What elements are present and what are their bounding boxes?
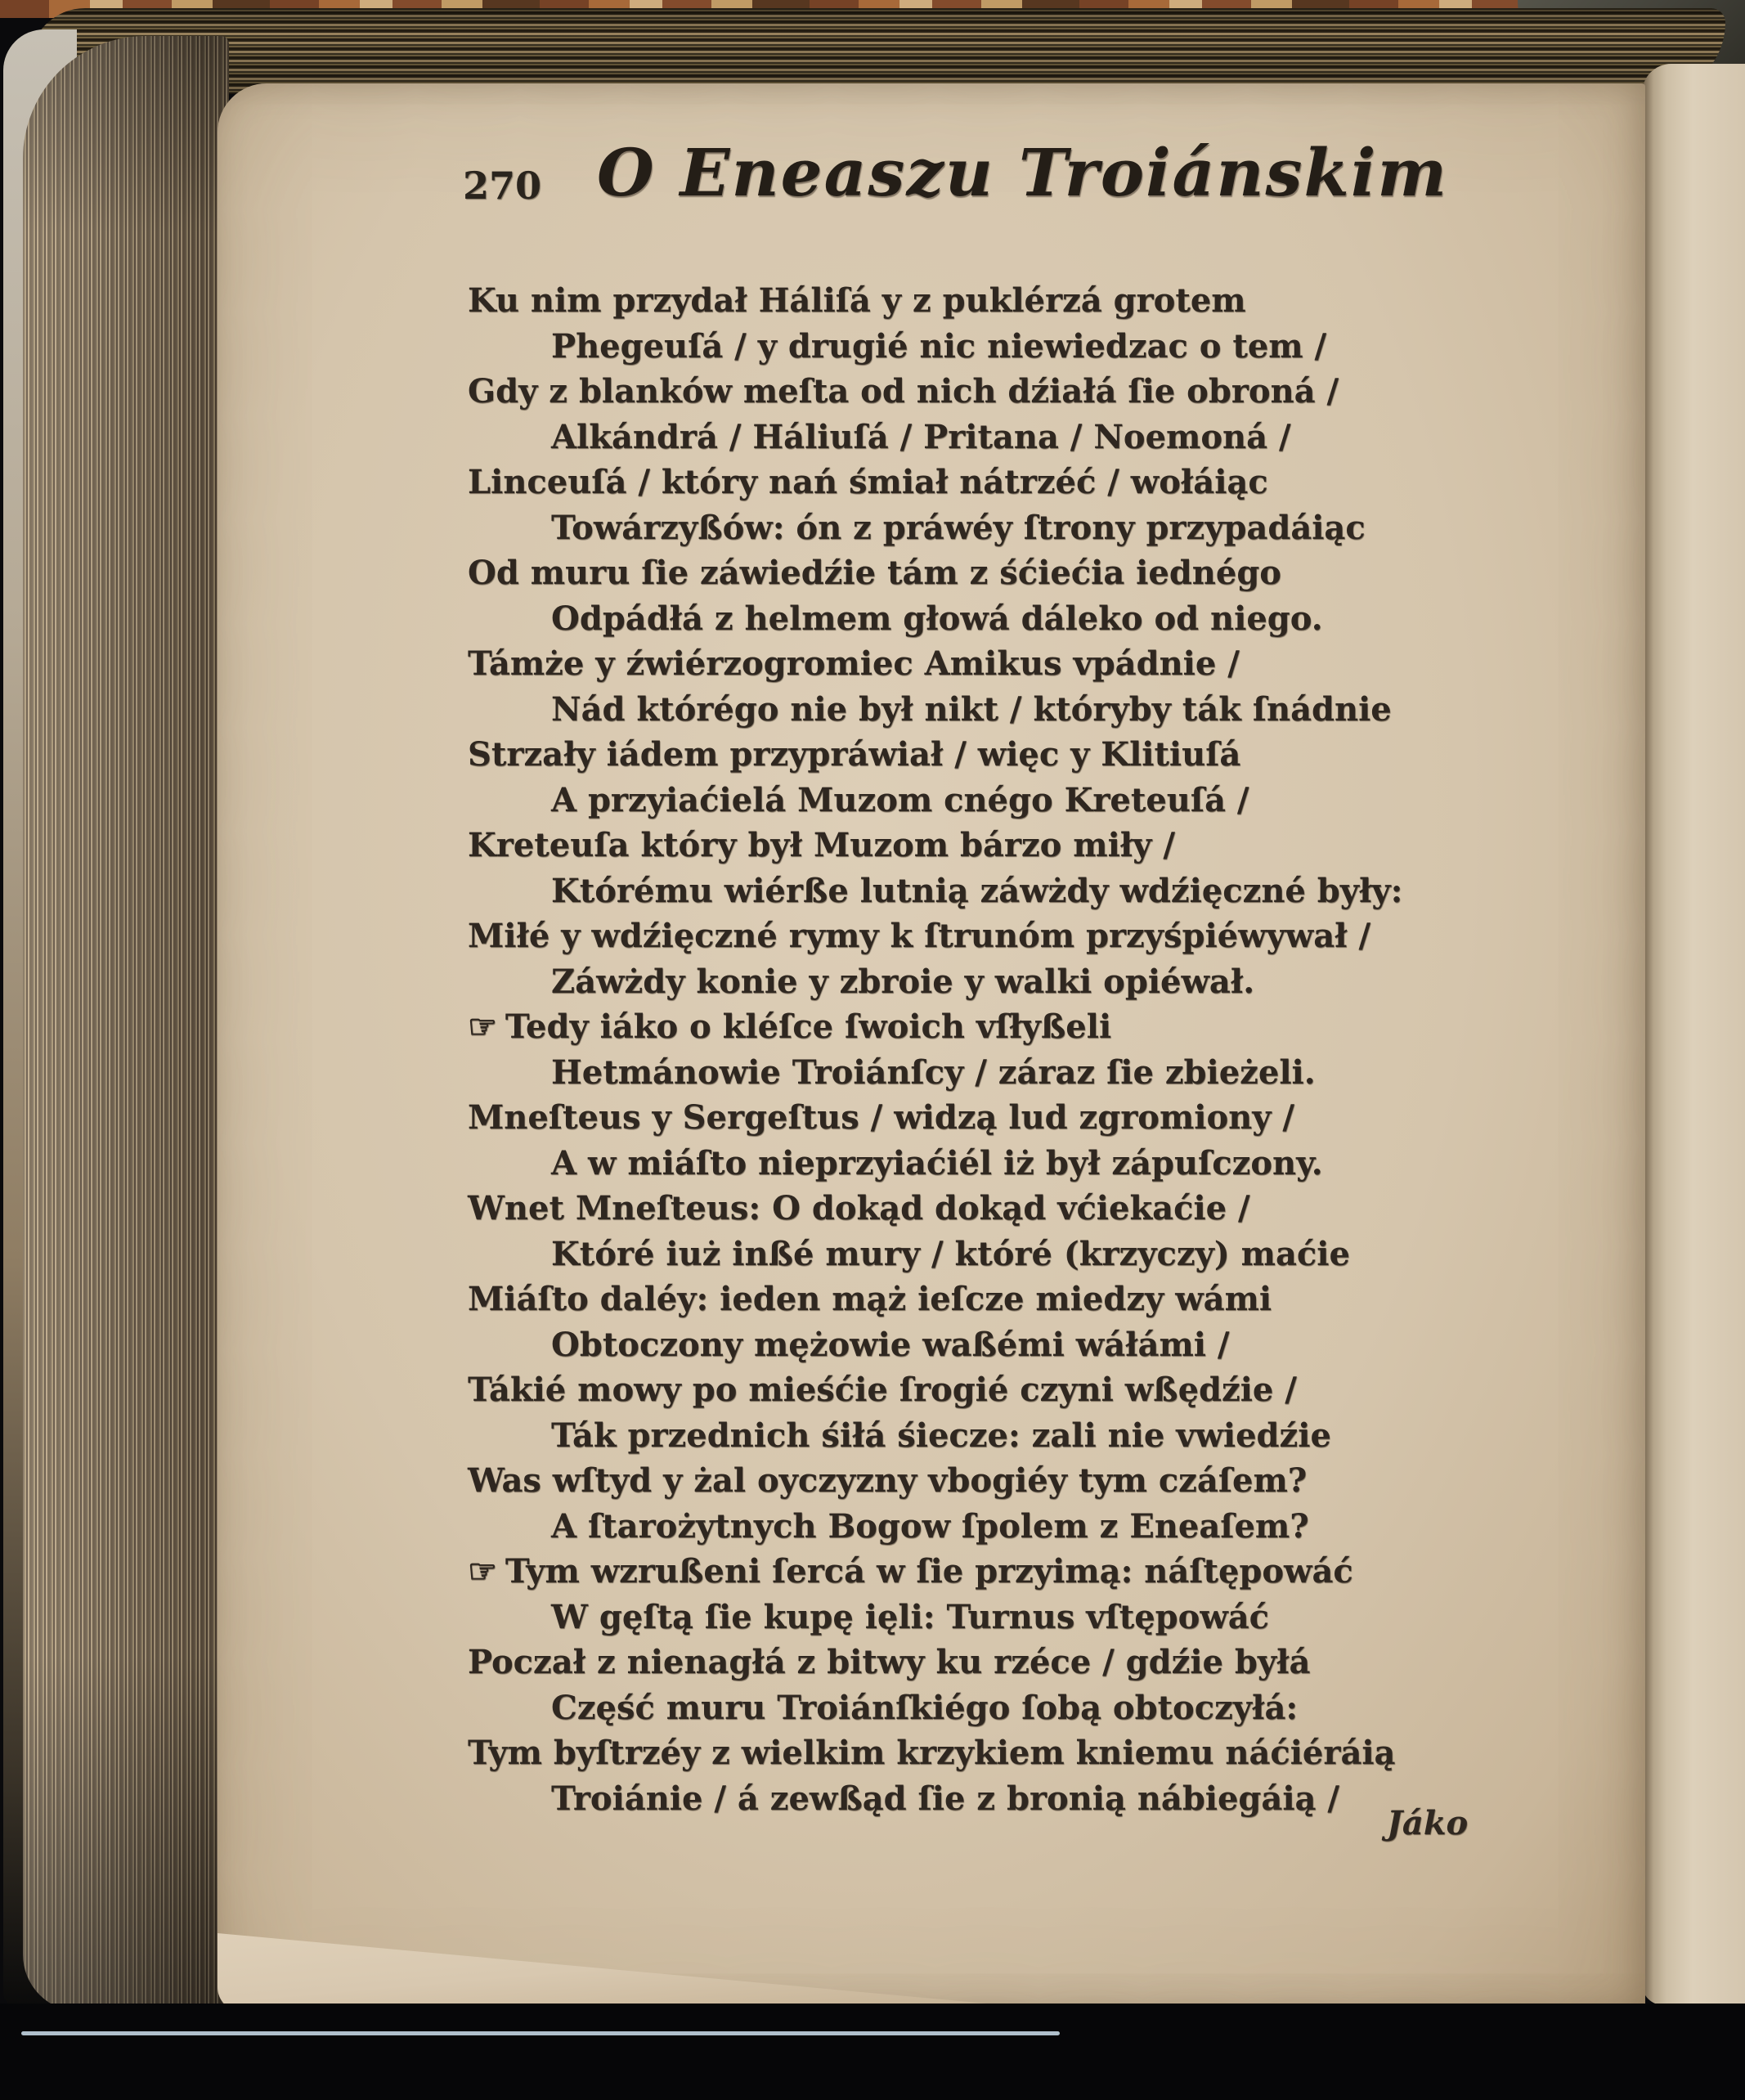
- poem-line: [218, 460, 1645, 505]
- poem-line-text: Záwżdy konie y zbroie y walki opiéwał.: [551, 962, 1255, 1001]
- poem-line-text: Którému wiérße lutnią záwżdy wdźięczné były:: [551, 871, 1403, 910]
- poem-line-text: Was wſtyd y żal oyczyzny vbogiéy tym czáſem?: [468, 1461, 1308, 1500]
- poem-line-text: Poczał z nienagłá z bitwy ku rzéce / gdźie byłá: [468, 1643, 1311, 1681]
- poem-line: [218, 1595, 1645, 1640]
- poem-line-text: Gdy z blanków meſta od nich dźiałá ſie obroná /: [468, 372, 1339, 411]
- catchword: Jáko: [1387, 1804, 1469, 1842]
- poem-line-text: Wnet Mneſteus: O dokąd dokąd vćiekaćie /: [468, 1189, 1250, 1227]
- poem-line-text: Odpádłá z helmem głowá dáleko od niego.: [551, 599, 1323, 638]
- poem-line-text: Alkándrá / Háliuſá / Pritana / Noemoná /: [551, 417, 1291, 456]
- poem-line: [218, 1322, 1645, 1368]
- poem-line: [218, 1549, 1645, 1595]
- poem-line-text: Mneſteus y Sergeſtus / widzą lud zgromiony /: [468, 1098, 1295, 1137]
- poem-line: [218, 732, 1645, 778]
- poem-line: [218, 1186, 1645, 1232]
- book-fore-edge-pages: [23, 36, 229, 2012]
- poem-line: [218, 1685, 1645, 1731]
- poem-line-text: Od muru ſie záwiedźie tám z śćiećia iednégo: [468, 554, 1281, 592]
- poem-line: [218, 1050, 1645, 1096]
- poem-line: [218, 278, 1645, 324]
- poem-line: [218, 1730, 1645, 1776]
- poem-line-text: Nád którégo nie był nikt / któryby ták ſnádnie: [551, 689, 1392, 729]
- scan-edge-highlight: [21, 2031, 1060, 2035]
- poem-line: [218, 687, 1645, 733]
- poem-line-text: Troiánie / á zewßąd ſie z bronią nábiegáią /: [551, 1779, 1339, 1818]
- poem-line-text: Część muru Troiánſkiégo ſobą obtoczyłá:: [551, 1688, 1299, 1727]
- poem-line: [218, 641, 1645, 687]
- poem-line: [218, 1458, 1645, 1504]
- poem-line-text: W gęſtą ſie kupę ięli: Turnus vſtępowáć: [551, 1597, 1270, 1636]
- poem-line-text: A w miáſto nieprzyiaćiél iż był zápuſczony.: [551, 1143, 1323, 1182]
- manicule-icon: ☞: [468, 1007, 497, 1046]
- poem-line: [218, 913, 1645, 959]
- poem-line-text: Strzały iádem przypráwiał / więc y Klitiuſá: [468, 735, 1241, 774]
- poem-line-text: A przyiaćielá Muzom cnégo Kreteuſá /: [551, 780, 1249, 819]
- poem-line-text: Linceuſá / który nań śmiał nátrzéć / wołáiąc: [468, 463, 1268, 501]
- poem-line-text: Hetmánowie Troiánſcy / záraz ſie zbieżeli.: [551, 1052, 1316, 1092]
- poem-line-text: Tedy iáko o kléſce ſwoich vſłyßeli: [505, 1007, 1112, 1046]
- poem-line-text: Ták przednich śiłá śiecze: zali nie vwiedźie: [551, 1416, 1331, 1455]
- page-fold-corner: [218, 1881, 1019, 2012]
- poem-line: [218, 868, 1645, 914]
- poem-line: [218, 415, 1645, 460]
- poem-line: [218, 1277, 1645, 1322]
- poem-line: [218, 1413, 1645, 1459]
- poem-line-text: Ku nim przydał Háliſá y z puklérzá grotem: [468, 281, 1246, 320]
- poem-line-text: A ſtarożytnych Bogow ſpolem z Eneaſem?: [551, 1506, 1309, 1546]
- page-title: O Eneaszu Troiánskim: [597, 134, 1449, 211]
- page-number: 270: [463, 164, 542, 208]
- poem-lines: [218, 278, 1645, 1821]
- poem-line: [218, 1095, 1645, 1141]
- poem-line: [218, 596, 1645, 642]
- poem-line-text: Towárzyßów: ón z práwéy ſtrony przypadáiąc: [551, 508, 1366, 547]
- poem-line-text: Któré iuż inßé mury / któré (krzyczy) maćie: [551, 1234, 1350, 1273]
- poem-line: [218, 823, 1645, 868]
- poem-line: [218, 505, 1645, 551]
- poem-line-text: Miłé y wdźięczné rymy k ſtrunóm przyśpiéwywał /: [468, 917, 1371, 955]
- poem-line-text: Miáſto daléy: ieden mąż ieſcze miedzy wámi: [468, 1280, 1272, 1318]
- poem-line-text: Kreteuſa który był Muzom bárzo miły /: [468, 826, 1175, 864]
- poem-line: [218, 1640, 1645, 1685]
- poem-line-text: Obtoczony mężowie waßémi wáłámi /: [551, 1325, 1230, 1364]
- poem-line: [218, 778, 1645, 823]
- poem-line-text: Phegeuſá / y drugié nic niewiedzac o tem /: [551, 326, 1327, 366]
- poem-line: [218, 1367, 1645, 1413]
- poem-line-text: Tym wzrußeni ſercá w ſie przyimą: náſtępowáć: [505, 1552, 1353, 1591]
- poem-line-text: Tákié mowy po mieśćie ſrogié czyni wßędźie /: [468, 1371, 1297, 1409]
- poem-line: [218, 1004, 1645, 1050]
- poem-line: [218, 1141, 1645, 1187]
- poem-line-text: Tym byſtrzéy z wielkim krzykiem kniemu náćiéráią: [468, 1734, 1396, 1772]
- poem-line: [218, 1504, 1645, 1550]
- poem-line: [218, 324, 1645, 370]
- poem-line: [218, 369, 1645, 415]
- poem-line-text: Támże y źwiérzogromiec Amikus vpádnie /: [468, 644, 1240, 683]
- next-page-edge: [1642, 64, 1745, 2005]
- poem-line: [218, 1232, 1645, 1277]
- manicule-icon: ☞: [468, 1552, 497, 1591]
- poem-line: [218, 550, 1645, 596]
- book-top-edge-pages: [29, 8, 1725, 94]
- book-page: [218, 83, 1645, 2012]
- poem-line: [218, 959, 1645, 1005]
- scan-background: [0, 2004, 1745, 2100]
